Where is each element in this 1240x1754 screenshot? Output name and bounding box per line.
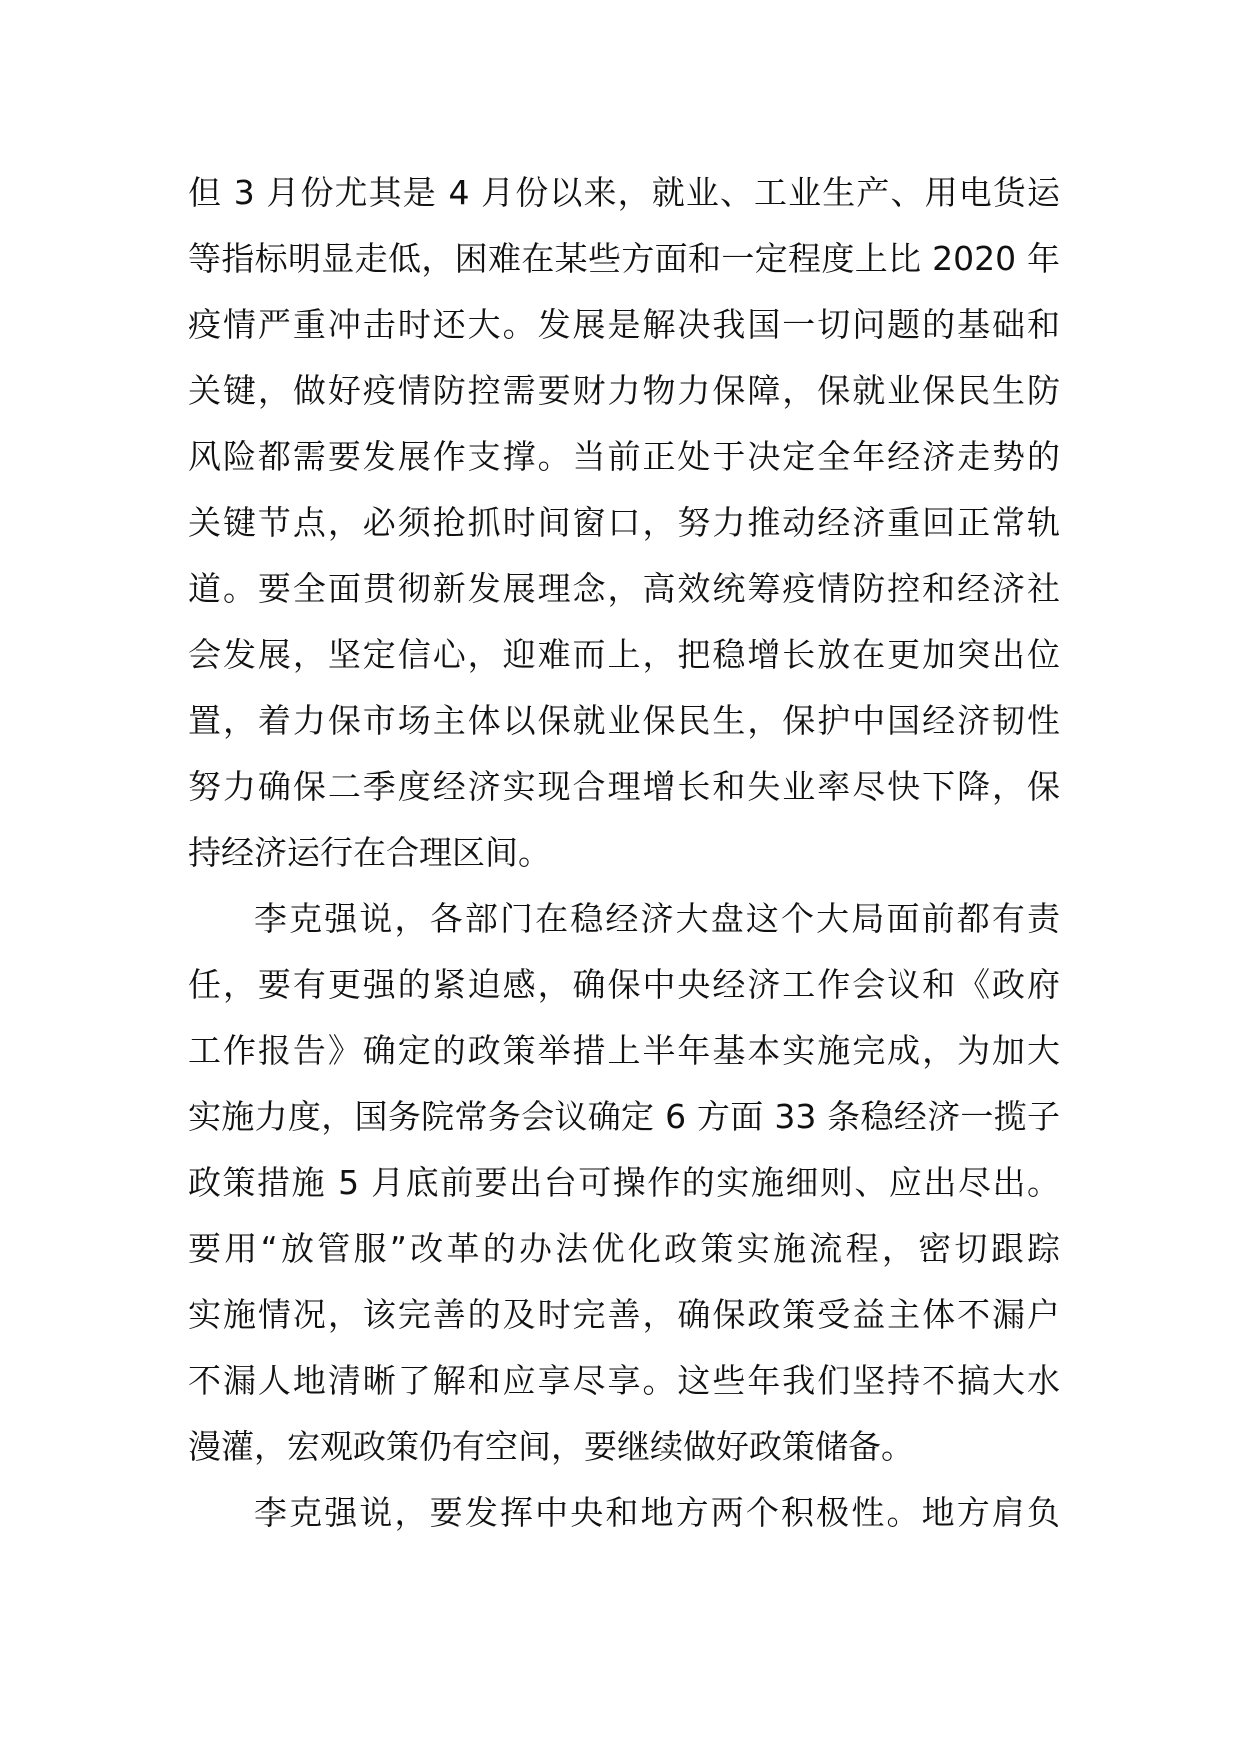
text-line: 李克强说，各部门在稳经济大盘这个大局面前都有责 (254, 899, 1060, 938)
paragraph-3 (188, 1480, 1060, 1546)
text-line: 疫情严重冲击时还大。发展是解决我国一切问题的基础和 (188, 305, 1060, 344)
text-line: 要用“放管服”改革的办法优化政策实施流程，密切跟踪 (188, 1229, 1060, 1268)
text-line: 任，要有更强的紧迫感，确保中央经济工作会议和《政府 (188, 965, 1060, 1004)
text-line: 等指标明显走低，困难在某些方面和一定程度上比 2020 年 (188, 239, 1060, 278)
text-line: 漫灌，宏观政策仍有空间，要继续做好政策储备。 (188, 1427, 914, 1466)
text-line: 实施力度，国务院常务会议确定 6 方面 33 条稳经济一揽子 (188, 1097, 1060, 1136)
text-line: 置，着力保市场主体以保就业保民生，保护中国经济韧性 (188, 701, 1060, 740)
text-line: 努力确保二季度经济实现合理增长和失业率尽快下降，保 (188, 767, 1060, 806)
text-line: 工作报告》确定的政策举措上半年基本实施完成，为加大 (188, 1031, 1060, 1070)
text-line: 政策措施 5 月底前要出台可操作的实施细则、应出尽出。 (188, 1163, 1060, 1202)
text-line: 但 3 月份尤其是 4 月份以来，就业、工业生产、用电货运 (188, 173, 1060, 212)
paragraph-1 (188, 160, 1060, 886)
body-text (188, 160, 1060, 1546)
text-line: 会发展，坚定信心，迎难而上，把稳增长放在更加突出位 (188, 635, 1060, 674)
text-line: 实施情况，该完善的及时完善，确保政策受益主体不漏户 (188, 1295, 1060, 1334)
text-line: 不漏人地清晰了解和应享尽享。这些年我们坚持不搞大水 (188, 1361, 1060, 1400)
text-line: 关键，做好疫情防控需要财力物力保障，保就业保民生防 (188, 371, 1060, 410)
text-line: 持经济运行在合理区间。 (188, 833, 551, 872)
text-line: 李克强说，要发挥中央和地方两个积极性。地方肩负 (254, 1493, 1060, 1532)
text-line: 风险都需要发展作支撑。当前正处于决定全年经济走势的 (188, 437, 1060, 476)
text-line: 道。要全面贯彻新发展理念，高效统筹疫情防控和经济社 (188, 569, 1060, 608)
text-line: 关键节点，必须抢抓时间窗口，努力推动经济重回正常轨 (188, 503, 1060, 542)
paragraph-2 (188, 886, 1060, 1480)
